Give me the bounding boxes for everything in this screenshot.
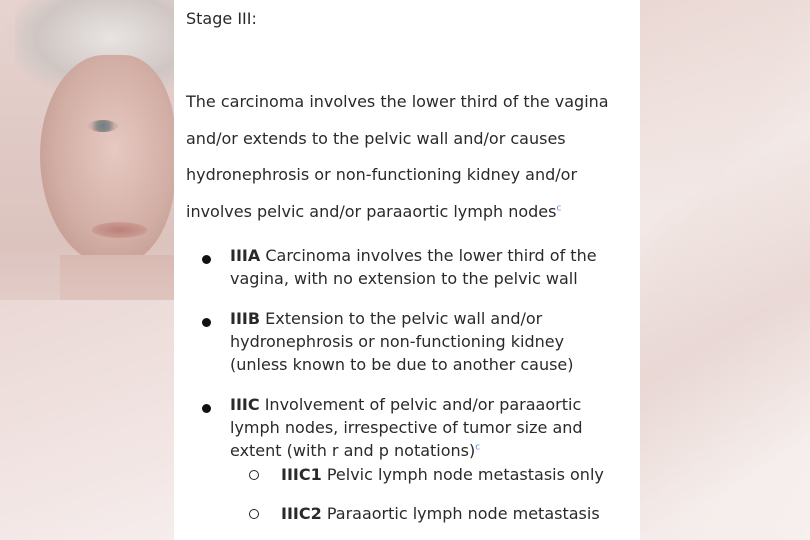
stage-code: IIIC xyxy=(230,395,260,414)
photo-shirt xyxy=(0,300,175,540)
description-line: hydronephrosis or non-functioning kidney and/or xyxy=(186,165,578,184)
substage-code: IIIC2 xyxy=(281,504,322,523)
description-line: involves pelvic and/or paraaortic lymph nodes xyxy=(186,201,557,221)
stage-description xyxy=(186,84,631,230)
description-line: and/or extends to the pelvic wall and/or causes xyxy=(186,128,566,148)
stage-item-iiic xyxy=(230,393,625,462)
photo-lips xyxy=(92,222,147,238)
substage-text: Pelvic lymph node metastasis only xyxy=(326,465,604,484)
footnote-marker: c xyxy=(475,442,481,453)
background-photo-left xyxy=(0,0,175,540)
hollow-bullet-icon xyxy=(249,470,259,480)
bullet-icon xyxy=(202,318,211,327)
stage-code: IIIB xyxy=(230,309,261,328)
stage-code: IIIA xyxy=(230,246,261,265)
item-line: Carcinoma involves the lower third of the xyxy=(265,246,597,265)
substage-item-iiic1 xyxy=(281,464,604,486)
item-line: Extension to the pelvic wall and/or xyxy=(265,309,543,328)
photo-eye xyxy=(88,120,118,132)
description-line: The carcinoma involves the lower third of the vagina xyxy=(186,92,609,111)
substage-text: Paraaortic lymph node metastasis xyxy=(326,504,600,523)
stage-item-iiib xyxy=(230,307,625,376)
hollow-bullet-icon xyxy=(249,509,259,519)
item-line: Involvement of pelvic and/or paraaortic xyxy=(264,395,582,414)
item-line: vagina, with no extension to the pelvic wall xyxy=(230,269,578,288)
item-line: lymph nodes, irrespective of tumor size and xyxy=(230,418,583,437)
background-photo-right xyxy=(640,0,810,540)
substage-code: IIIC1 xyxy=(281,465,322,484)
stage-item-iiia xyxy=(230,244,625,290)
stage-heading: Stage III: xyxy=(186,9,257,28)
item-line: (unless known to be due to another cause) xyxy=(230,355,574,374)
item-line: extent (with r and p notations) xyxy=(230,441,476,460)
bullet-icon xyxy=(202,404,211,413)
bullet-icon xyxy=(202,255,211,264)
footnote-marker: c xyxy=(556,203,562,214)
substage-item-iiic2 xyxy=(281,503,600,525)
item-line: hydronephrosis or non-functioning kidney xyxy=(230,332,565,351)
